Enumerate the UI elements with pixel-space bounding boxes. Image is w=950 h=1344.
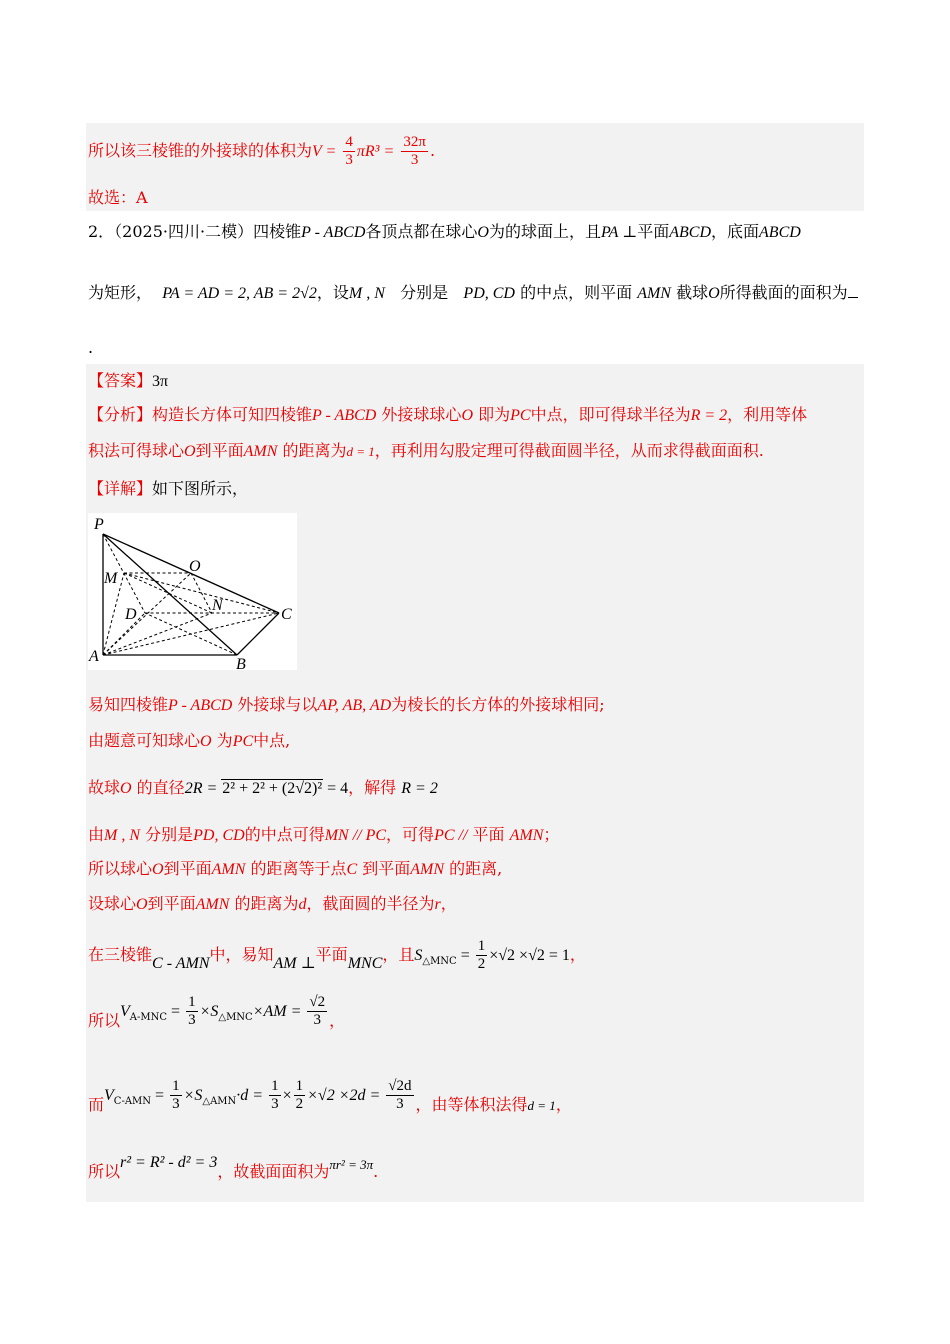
edge-pb xyxy=(103,534,237,655)
solution-line-2: 由题意可知球心O 为PC中点, xyxy=(88,731,291,750)
solution-line-10: 所以r² = R² - d² = 3，故截面面积为$^{\pi r^2 = 3\pi}$. xyxy=(88,1154,379,1181)
analysis-line-2: 积法可得球心O到平面AMN 的距离为d = 1，再利用勾股定理可得截面圆半径，从而求得截面面积. xyxy=(88,441,764,460)
pyramid-diagram xyxy=(88,513,297,670)
seg-on xyxy=(191,573,212,613)
detail-line: 【详解】如下图所示， xyxy=(88,479,249,498)
label-c: C xyxy=(281,606,292,623)
solution-line-6: 设球心O到平面AMN 的距离为d，截面圆的半径为r， xyxy=(88,894,457,913)
choice-line: 故选：A xyxy=(88,188,148,207)
answer-blank xyxy=(848,297,858,298)
solution-line-5: 所以球心O到平面AMN 的距离等于点C 到平面AMN 的距离, xyxy=(88,859,503,878)
label-m: M xyxy=(104,570,118,587)
solution-line-9: 而$V_{C-AMN}$ = $\frac{1}{3}$ $\times S_{\triangle AMN}\cdot d$ = $\frac{1}{3}$ × $\frac{1}{2}$ ×√2 ×2d = $\frac{√2d}{3}$ ，由等体积法得d = 1， xyxy=(88,1078,572,1114)
answer-label: 【答案】 xyxy=(88,371,153,390)
analysis-line-1: 【分析】构造长方体可知四棱锥P - ABCD 外接球球心O 即为PC中点，即可得球半径为R = 2，利用等体 xyxy=(88,405,808,424)
solution-line-3: 故球O 的直径2R = 2² + 2² + (2√2)² = 4，解得 R = 2 xyxy=(88,778,438,797)
label-o: O xyxy=(189,558,201,575)
volume-line: 所以该三棱锥的外接球的体积为V = $\frac{4}{3}$ πR³ = $\frac{32\pi}{3}$ . xyxy=(88,134,436,168)
question-line-2: 为矩形， PA = AD = 2, AB = 2√2，设M , N 分别是 PD, CD 的中点，则平面 AMN 截球O所得截面的面积为 xyxy=(88,281,858,306)
answer-value: 3π xyxy=(152,373,169,390)
label-b: B xyxy=(236,656,246,670)
edge-bc xyxy=(237,613,279,655)
question-line-3: . xyxy=(88,338,94,357)
pyramid-figure xyxy=(88,513,297,670)
question-line-1: 2．（2025·四川·二模）四棱锥P - ABCD各顶点都在球心O为的球面上，且PA ⊥平面ABCD，底面ABCD xyxy=(88,222,801,241)
seg-an xyxy=(103,613,212,655)
label-a: A xyxy=(89,648,99,665)
label-d: D xyxy=(125,606,137,623)
answer-line xyxy=(88,369,168,394)
solution-line-1: 易知四棱锥P - ABCD 外接球与以AP, AB, AD为棱长的长方体的外接球相同; xyxy=(88,695,605,714)
solution-line-7: 在三棱锥C - AMN中，易知AM ⊥平面MNC，且$S_{\triangle MNC}$ = $\frac{1}{2}$ ×√2 ×√2 = 1， xyxy=(88,938,586,972)
solution-line-4: 由M , N 分别是PD, CD的中点可得MN // PC，可得PC // 平面 AMN； xyxy=(88,825,560,844)
edge-ad xyxy=(103,613,145,655)
solution-line-8: 所以$V_{A-MNC}$ = $\frac{1}{3}$ $\times S_{\triangle MNC}\times AM$ = $\frac{√2}{3}$ ， xyxy=(88,994,346,1030)
label-n: N xyxy=(212,597,223,614)
label-p: P xyxy=(94,516,104,533)
